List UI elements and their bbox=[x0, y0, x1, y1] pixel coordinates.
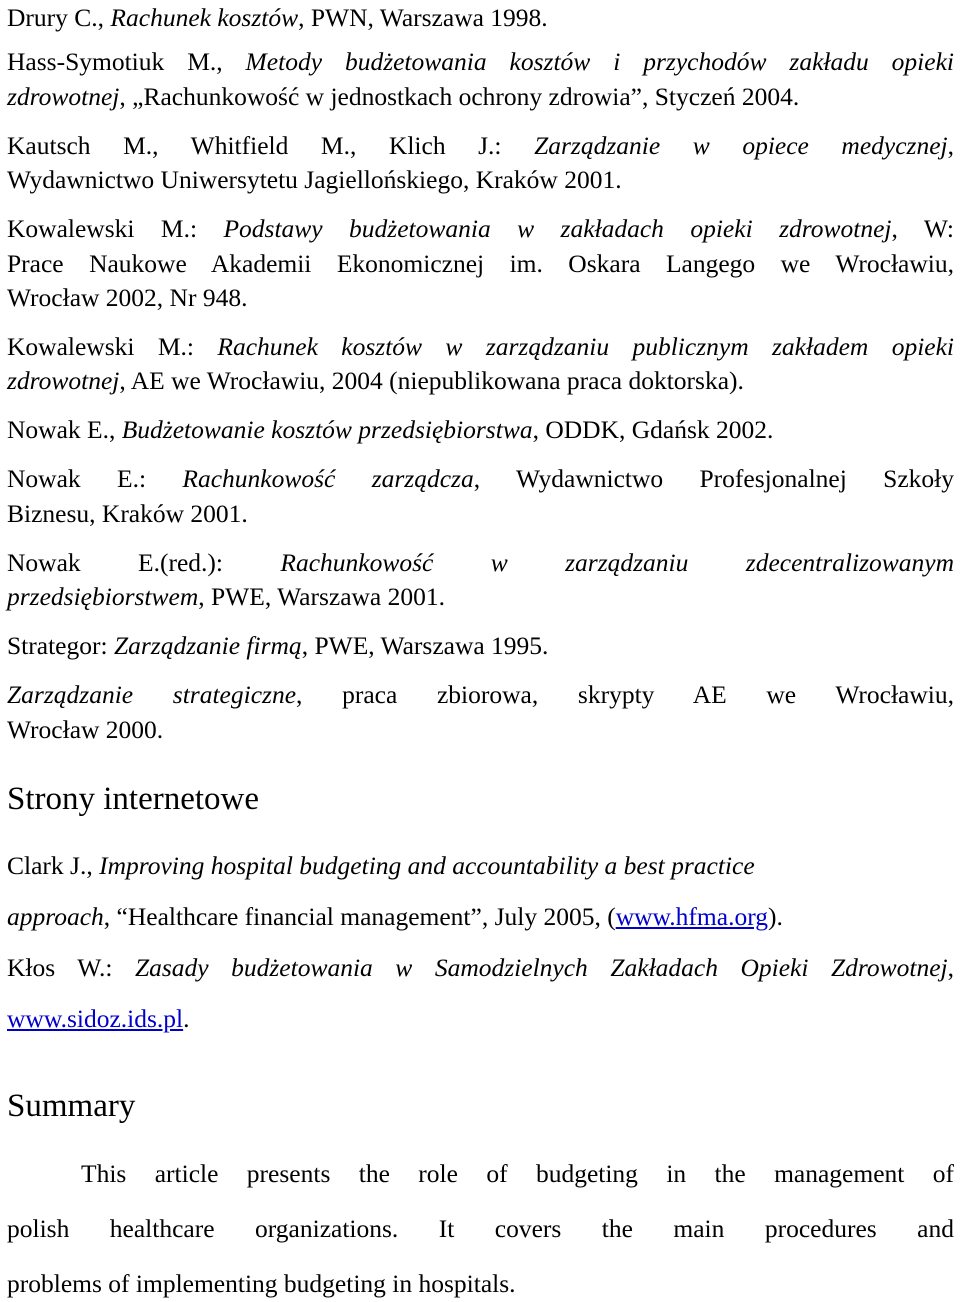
reference-kautsch-line2 bbox=[7, 165, 622, 195]
reference-text: Kowalewski M.: bbox=[7, 214, 224, 243]
reference-title-italic: Podstawy budżetowania w zakładach opieki zdrowotnej bbox=[223, 214, 892, 243]
reference-nowak3-line1 bbox=[7, 548, 954, 578]
reference-kowalewski2-line2 bbox=[7, 366, 744, 396]
reference-nowak2-line1 bbox=[7, 464, 954, 494]
section-heading-web: Strony internetowe bbox=[7, 781, 260, 817]
reference-title-italic: Metody budżetowania kosztów i przychodów zakładu opieki bbox=[245, 47, 954, 76]
reference-hass-line1 bbox=[7, 47, 954, 77]
reference-title-italic: zdrowotnej bbox=[7, 366, 120, 395]
reference-title-italic: Rachunkowość w zarządzaniu zdecentralizowanym bbox=[280, 548, 954, 577]
summary-line-2: polish healthcare organizations. It covers the main procedures and bbox=[7, 1214, 954, 1243]
summary-line-1: This article presents the role of budgeting in the management of bbox=[81, 1159, 954, 1188]
reference-nowak1 bbox=[7, 415, 773, 445]
reference-text: Kłos W.: bbox=[7, 953, 135, 982]
reference-text: , Wydawnictwo Profesjonalnej Szkoły bbox=[473, 464, 954, 493]
reference-title-italic: przedsiębiorstwem bbox=[7, 582, 199, 611]
reference-text: , bbox=[947, 131, 954, 160]
reference-clark-line2 bbox=[7, 902, 783, 932]
reference-text: Kowalewski M.: bbox=[7, 332, 218, 361]
reference-title-italic: Improving hospital budgeting and accountability a best practice bbox=[99, 851, 755, 880]
reference-title-italic: approach bbox=[7, 902, 104, 931]
reference-text: , PWE, Warszawa 2001. bbox=[198, 582, 445, 611]
reference-kowalewski2-line1 bbox=[7, 332, 954, 362]
reference-title-italic: Zarządzanie firmą bbox=[113, 631, 302, 660]
reference-strategor bbox=[7, 631, 548, 661]
reference-hass-line2 bbox=[7, 82, 799, 112]
reference-text: Prace Naukowe Akademii Ekonomicznej im. Oskara Langego we Wrocławiu, bbox=[7, 249, 954, 278]
reference-klos-line2 bbox=[7, 1004, 190, 1034]
reference-text: Wydawnictwo Uniwersytetu Jagiellońskiego, Kraków 2001. bbox=[7, 165, 622, 194]
reference-text: , PWE, Warszawa 1995. bbox=[301, 631, 549, 660]
reference-title-italic: Zarządzanie strategiczne bbox=[7, 680, 297, 709]
reference-kowalewski1-line1 bbox=[7, 214, 954, 244]
reference-text: Wrocław 2000. bbox=[7, 715, 164, 744]
reference-text: , AE we Wrocławiu, 2004 (niepublikowana praca doktorska). bbox=[119, 366, 744, 395]
reference-nowak3-line2 bbox=[7, 582, 445, 612]
reference-klos-line1 bbox=[7, 953, 954, 983]
reference-text: Drury C., bbox=[7, 3, 111, 32]
reference-text: Nowak E.: bbox=[7, 464, 183, 493]
summary-line-3: problems of implementing budgeting in hospitals. bbox=[7, 1269, 516, 1298]
reference-text: Hass-Symotiuk M., bbox=[7, 47, 246, 76]
reference-text: Nowak E.(red.): bbox=[7, 548, 281, 577]
reference-drury bbox=[7, 3, 548, 33]
reference-title-italic: Rachunek kosztów bbox=[110, 3, 299, 32]
reference-clark-line1 bbox=[7, 851, 755, 881]
reference-title-italic: Rachunek kosztów w zarządzaniu publicznym zakładem opieki bbox=[217, 332, 954, 361]
reference-url-link[interactable]: www.hfma.org bbox=[615, 902, 768, 931]
reference-text: Strategor: bbox=[7, 631, 114, 660]
reference-title-italic: Zarządzanie w opiece medycznej bbox=[534, 131, 948, 160]
reference-text: , „Rachunkowość w jednostkach ochrony zdrowia”, Styczeń 2004. bbox=[119, 82, 800, 111]
reference-title-italic: Budżetowanie kosztów przedsiębiorstwa bbox=[121, 415, 533, 444]
reference-text: , bbox=[947, 953, 954, 982]
reference-text: , “Healthcare financial management”, July 2005, ( bbox=[103, 902, 616, 931]
reference-nowak2-line2 bbox=[7, 499, 248, 529]
reference-url-link[interactable]: www.sidoz.ids.pl bbox=[7, 1004, 184, 1033]
section-heading-summary: Summary bbox=[7, 1088, 136, 1124]
reference-text: Clark J., bbox=[7, 851, 100, 880]
reference-text: ). bbox=[767, 902, 783, 931]
reference-text: Nowak E., bbox=[7, 415, 122, 444]
reference-text: , W: bbox=[891, 214, 955, 243]
reference-kowalewski1-line3 bbox=[7, 283, 247, 313]
reference-kautsch-line1 bbox=[7, 131, 954, 161]
reference-text: Kautsch M., Whitfield M., Klich J.: bbox=[7, 131, 535, 160]
reference-zarzadzanie-line1 bbox=[7, 680, 954, 710]
reference-text: Wrocław 2002, Nr 948. bbox=[7, 283, 248, 312]
reference-text: Biznesu, Kraków 2001. bbox=[7, 499, 248, 528]
reference-text: , ODDK, Gdańsk 2002. bbox=[532, 415, 774, 444]
reference-text: , PWN, Warszawa 1998. bbox=[298, 3, 548, 32]
reference-title-italic: zdrowotnej bbox=[7, 82, 120, 111]
reference-text: , praca zbiorowa, skrypty AE we Wrocławiu, bbox=[296, 680, 954, 709]
reference-text: . bbox=[183, 1004, 190, 1033]
reference-kowalewski1-line2 bbox=[7, 249, 954, 279]
reference-zarzadzanie-line2 bbox=[7, 715, 163, 745]
reference-title-italic: Rachunkowość zarządcza bbox=[182, 464, 474, 493]
reference-title-italic: Zasady budżetowania w Samodzielnych Zakładach Opieki Zdrowotnej bbox=[134, 953, 948, 982]
